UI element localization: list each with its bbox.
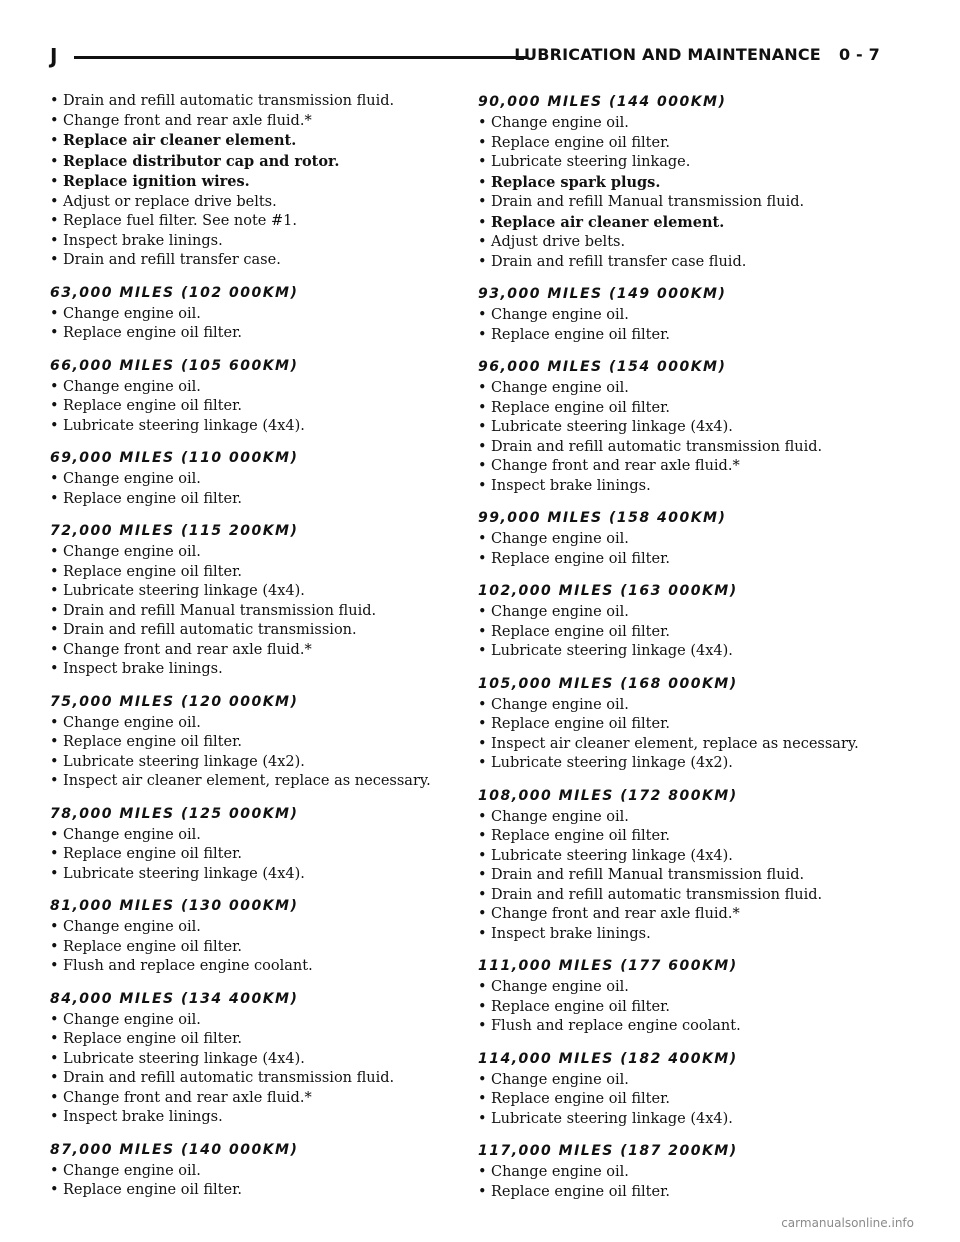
bullet-icon: • xyxy=(50,583,59,599)
list-item xyxy=(478,550,898,570)
bullet-icon: • xyxy=(50,622,59,638)
item-text: Drain and refill Manual transmission fluid. xyxy=(63,602,377,619)
bullet-icon: • xyxy=(50,1162,59,1179)
list-item xyxy=(478,213,898,234)
item-text: Replace engine oil filter. xyxy=(63,325,243,341)
item-text: Adjust or replace drive belts. xyxy=(63,193,277,210)
bullet-icon: • xyxy=(478,906,487,922)
bullet-icon: • xyxy=(50,1050,59,1067)
list-item xyxy=(478,114,898,134)
bullet-icon: • xyxy=(478,458,487,474)
bullet-icon: • xyxy=(478,867,487,883)
item-text: Replace engine oil filter. xyxy=(63,398,243,414)
maintenance-interval xyxy=(50,692,460,792)
list-item xyxy=(478,715,898,735)
bullet-icon: • xyxy=(50,753,59,770)
item-text: Change engine oil. xyxy=(63,378,201,395)
bullet-icon: • xyxy=(478,998,487,1015)
bullet-icon: • xyxy=(50,232,59,249)
item-text: Drain and refill automatic transmission. xyxy=(63,622,357,638)
watermark: carmanualsonline.info xyxy=(781,1216,914,1230)
list-item xyxy=(50,621,460,641)
bullet-icon: • xyxy=(50,417,59,434)
bullet-icon: • xyxy=(478,380,487,396)
item-text: Change engine oil. xyxy=(491,307,629,323)
item-text: Replace engine oil filter. xyxy=(491,399,671,416)
bullet-icon: • xyxy=(478,307,487,323)
maintenance-interval xyxy=(50,521,460,680)
bullet-icon: • xyxy=(50,602,59,619)
interval-heading: 108,000 MILES (172 800KM) xyxy=(478,787,738,804)
bullet-icon: • xyxy=(50,1109,59,1125)
header-rule xyxy=(74,56,528,59)
item-text: Lubricate steering linkage (4x4). xyxy=(491,1110,733,1127)
interval-heading: 84,000 MILES (134 400KM) xyxy=(50,990,299,1007)
interval-heading: 66,000 MILES (105 600KM) xyxy=(50,357,299,374)
list-item xyxy=(478,530,898,550)
item-text: Inspect brake linings. xyxy=(63,232,223,249)
item-text: Replace engine oil filter. xyxy=(491,623,671,640)
bullet-icon: • xyxy=(50,112,59,129)
maintenance-interval xyxy=(478,284,898,345)
bullet-icon: • xyxy=(50,1011,59,1028)
item-text: Change engine oil. xyxy=(491,604,629,620)
list-item xyxy=(50,1030,460,1050)
bullet-icon: • xyxy=(50,378,59,395)
maintenance-interval xyxy=(478,956,898,1037)
interval-heading: 117,000 MILES (187 200KM) xyxy=(478,1143,738,1159)
interval-heading: 69,000 MILES (110 000KM) xyxy=(50,450,299,466)
list-item xyxy=(50,1011,460,1031)
bullet-icon: • xyxy=(50,471,59,487)
list-item xyxy=(478,399,898,419)
list-item xyxy=(50,1050,460,1070)
list-item xyxy=(50,1069,460,1089)
item-text: Drain and refill Manual transmission fluid. xyxy=(491,867,805,883)
bullet-icon: • xyxy=(478,847,487,864)
maintenance-interval xyxy=(478,357,898,496)
item-text: Inspect brake linings. xyxy=(63,1109,223,1125)
item-text: Adjust drive belts. xyxy=(491,234,626,250)
item-text: Drain and refill automatic transmission fluid. xyxy=(63,1070,395,1086)
item-text: Change front and rear axle fluid.* xyxy=(63,641,312,658)
item-text: Drain and refill transfer case fluid. xyxy=(491,253,747,270)
list-item xyxy=(50,152,460,173)
maintenance-interval xyxy=(50,448,460,509)
item-text: Inspect air cleaner element, replace as necessary. xyxy=(491,735,859,752)
maintenance-interval xyxy=(50,804,460,885)
item-text: Replace engine oil filter. xyxy=(491,1091,671,1107)
item-text: Replace engine oil filter. xyxy=(63,490,243,507)
list-item xyxy=(478,866,898,886)
item-text: Replace fuel filter. See note #1. xyxy=(63,213,297,229)
maintenance-interval xyxy=(50,896,460,977)
list-item xyxy=(478,827,898,847)
bullet-icon: • xyxy=(478,716,487,732)
bullet-icon: • xyxy=(478,808,487,825)
list-item xyxy=(50,753,460,773)
item-text: Flush and replace engine coolant. xyxy=(63,958,313,974)
item-text: Replace air cleaner element. xyxy=(63,132,297,149)
item-text: Replace engine oil filter. xyxy=(491,998,671,1015)
bullet-icon: • xyxy=(50,213,59,229)
item-text: Replace engine oil filter. xyxy=(63,1031,243,1047)
list-item xyxy=(50,470,460,490)
item-text: Lubricate steering linkage (4x4). xyxy=(491,643,733,659)
list-item xyxy=(50,251,460,271)
maintenance-interval xyxy=(50,1140,460,1201)
page-header xyxy=(50,44,880,72)
bullet-icon: • xyxy=(478,154,487,170)
list-item xyxy=(478,754,898,774)
maintenance-interval xyxy=(50,283,460,344)
list-item xyxy=(478,1017,898,1037)
page-number: 0 - 7 xyxy=(838,45,880,64)
list-item xyxy=(50,845,460,865)
item-text: Change engine oil. xyxy=(491,696,629,713)
item-text: Replace air cleaner element. xyxy=(491,213,725,231)
item-text: Drain and refill automatic transmission fluid. xyxy=(63,93,395,109)
bullet-icon: • xyxy=(50,305,59,322)
bullet-icon: • xyxy=(50,325,59,341)
item-text: Replace engine oil filter. xyxy=(491,134,671,151)
item-text: Change engine oil. xyxy=(63,1162,201,1179)
bullet-icon: • xyxy=(478,1018,487,1034)
bullet-icon: • xyxy=(50,398,59,414)
item-text: Change engine oil. xyxy=(491,1071,629,1088)
list-item xyxy=(50,865,460,885)
interval-heading: 111,000 MILES (177 600KM) xyxy=(478,958,738,974)
interval-heading: 81,000 MILES (130 000KM) xyxy=(50,898,299,914)
bullet-icon: • xyxy=(50,1031,59,1047)
bullet-icon: • xyxy=(50,1089,59,1106)
bullet-icon: • xyxy=(478,1091,487,1107)
list-item xyxy=(50,112,460,132)
item-text: Lubricate steering linkage (4x4). xyxy=(63,865,305,882)
interval-heading: 99,000 MILES (158 400KM) xyxy=(478,510,727,526)
item-text: Change engine oil. xyxy=(491,115,629,131)
item-text: Inspect brake linings. xyxy=(491,925,651,942)
bullet-icon: • xyxy=(478,253,487,270)
item-text: Lubricate steering linkage (4x4). xyxy=(491,847,733,864)
bullet-icon: • xyxy=(50,958,59,974)
bullet-icon: • xyxy=(50,846,59,862)
list-item xyxy=(50,305,460,325)
item-text: Inspect air cleaner element, replace as necessary. xyxy=(63,773,431,789)
bullet-icon: • xyxy=(50,174,59,190)
item-text: Replace engine oil filter. xyxy=(491,550,671,567)
bullet-icon: • xyxy=(478,1183,487,1200)
bullet-icon: • xyxy=(50,641,59,658)
list-item xyxy=(50,232,460,252)
section-letter: J xyxy=(50,44,58,68)
item-text: Change engine oil. xyxy=(63,544,201,560)
item-text: Lubricate steering linkage (4x4). xyxy=(63,583,305,599)
item-text: Change front and rear axle fluid.* xyxy=(491,906,740,922)
bullet-icon: • xyxy=(478,696,487,713)
bullet-icon: • xyxy=(478,115,487,131)
maintenance-interval xyxy=(478,508,898,569)
item-text: Replace engine oil filter. xyxy=(491,828,671,844)
item-text: Lubricate steering linkage (4x4). xyxy=(63,417,305,434)
header-title: LUBRICATION AND MAINTENANCE xyxy=(514,45,821,64)
bullet-icon: • xyxy=(478,1071,487,1088)
list-item xyxy=(50,92,460,112)
item-text: Change front and rear axle fluid.* xyxy=(63,112,312,129)
list-item xyxy=(478,1110,898,1130)
interval-heading: 75,000 MILES (120 000KM) xyxy=(50,693,299,710)
bullet-icon: • xyxy=(478,623,487,640)
interval-heading: 102,000 MILES (163 000KM) xyxy=(478,583,738,599)
item-text: Change engine oil. xyxy=(63,714,201,731)
interval-heading: 114,000 MILES (182 400KM) xyxy=(478,1050,738,1067)
bullet-icon: • xyxy=(478,214,487,231)
list-item xyxy=(478,998,898,1018)
item-text: Lubricate steering linkage. xyxy=(491,154,691,170)
list-item xyxy=(50,193,460,213)
list-item xyxy=(478,978,898,998)
item-text: Change engine oil. xyxy=(63,919,201,935)
bullet-icon: • xyxy=(478,604,487,620)
bullet-icon: • xyxy=(478,326,487,343)
bullet-icon: • xyxy=(478,925,487,942)
list-item xyxy=(478,905,898,925)
item-text: Replace engine oil filter. xyxy=(63,846,243,862)
bullet-icon: • xyxy=(50,714,59,731)
item-text: Replace engine oil filter. xyxy=(491,716,671,732)
bullet-icon: • xyxy=(50,193,59,210)
item-text: Replace engine oil filter. xyxy=(63,938,243,955)
bullet-icon: • xyxy=(50,938,59,955)
item-text: Change front and rear axle fluid.* xyxy=(491,458,740,474)
bullet-icon: • xyxy=(50,1182,59,1198)
item-text: Lubricate steering linkage (4x2). xyxy=(491,755,733,771)
bullet-icon: • xyxy=(50,919,59,935)
list-item xyxy=(478,696,898,716)
bullet-icon: • xyxy=(50,1070,59,1086)
list-item xyxy=(50,772,460,792)
list-item xyxy=(478,173,898,194)
item-text: Inspect brake linings. xyxy=(491,477,651,494)
maintenance-interval xyxy=(478,1049,898,1130)
item-text: Change engine oil. xyxy=(63,1011,201,1028)
item-text: Change engine oil. xyxy=(63,305,201,322)
bullet-icon: • xyxy=(478,735,487,752)
bullet-icon: • xyxy=(478,1110,487,1127)
maintenance-interval xyxy=(50,989,460,1128)
interval-heading: 87,000 MILES (140 000KM) xyxy=(50,1141,299,1158)
list-item xyxy=(50,957,460,977)
bullet-icon: • xyxy=(478,438,487,455)
list-item xyxy=(50,417,460,437)
item-text: Replace engine oil filter. xyxy=(63,1182,243,1198)
list-item xyxy=(50,1089,460,1109)
header-title-group xyxy=(514,45,880,64)
list-item xyxy=(50,938,460,958)
interval-heading: 90,000 MILES (144 000KM) xyxy=(478,94,727,110)
item-text: Change engine oil. xyxy=(63,471,201,487)
list-item xyxy=(478,326,898,346)
bullet-icon: • xyxy=(50,133,59,149)
item-text: Change engine oil. xyxy=(491,808,629,825)
left-column xyxy=(50,92,460,1213)
list-item xyxy=(478,253,898,273)
list-item xyxy=(478,379,898,399)
bullet-icon: • xyxy=(50,544,59,560)
item-text: Inspect brake linings. xyxy=(63,661,223,677)
maintenance-interval xyxy=(50,92,460,271)
list-item xyxy=(478,735,898,755)
list-item xyxy=(50,641,460,661)
item-text: Change engine oil. xyxy=(491,979,629,995)
bullet-icon: • xyxy=(50,734,59,750)
item-text: Replace engine oil filter. xyxy=(491,1183,671,1200)
list-item xyxy=(50,1108,460,1128)
list-item xyxy=(478,1163,898,1183)
bullet-icon: • xyxy=(478,174,487,191)
list-item xyxy=(478,1090,898,1110)
item-text: Replace spark plugs. xyxy=(491,173,661,191)
maintenance-interval xyxy=(478,786,898,945)
bullet-icon: • xyxy=(478,194,487,210)
item-text: Replace distributor cap and rotor. xyxy=(63,152,340,170)
list-item xyxy=(478,193,898,213)
bullet-icon: • xyxy=(50,93,59,109)
list-item xyxy=(478,1183,898,1203)
list-item xyxy=(478,134,898,154)
maintenance-interval xyxy=(478,581,898,662)
list-item xyxy=(478,477,898,497)
item-text: Replace engine oil filter. xyxy=(63,563,243,580)
interval-heading: 78,000 MILES (125 000KM) xyxy=(50,805,299,822)
bullet-icon: • xyxy=(478,979,487,995)
bullet-icon: • xyxy=(50,826,59,843)
interval-heading: 93,000 MILES (149 000KM) xyxy=(478,286,727,302)
item-text: Flush and replace engine coolant. xyxy=(491,1018,741,1034)
bullet-icon: • xyxy=(50,153,59,170)
list-item xyxy=(50,397,460,417)
item-text: Change front and rear axle fluid.* xyxy=(63,1089,312,1106)
item-text: Drain and refill automatic transmission fluid. xyxy=(491,438,823,455)
list-item xyxy=(478,1071,898,1091)
bullet-icon: • xyxy=(478,828,487,844)
list-item xyxy=(50,172,460,193)
maintenance-interval xyxy=(50,356,460,437)
list-item xyxy=(478,886,898,906)
bullet-icon: • xyxy=(478,399,487,416)
item-text: Change engine oil. xyxy=(491,531,629,547)
item-text: Lubricate steering linkage (4x2). xyxy=(63,753,305,770)
list-item xyxy=(50,543,460,563)
item-text: Replace engine oil filter. xyxy=(63,734,243,750)
list-item xyxy=(50,582,460,602)
list-item xyxy=(478,925,898,945)
list-item xyxy=(50,918,460,938)
list-item xyxy=(478,847,898,867)
item-text: Lubricate steering linkage (4x4). xyxy=(63,1050,305,1067)
bullet-icon: • xyxy=(478,643,487,659)
list-item xyxy=(478,153,898,173)
item-text: Change engine oil. xyxy=(491,380,629,396)
maintenance-interval xyxy=(478,674,898,774)
list-item xyxy=(478,808,898,828)
list-item xyxy=(50,131,460,152)
item-text: Replace engine oil filter. xyxy=(491,326,671,343)
list-item xyxy=(50,324,460,344)
item-text: Replace ignition wires. xyxy=(63,173,250,190)
list-item xyxy=(478,418,898,438)
bullet-icon: • xyxy=(478,419,487,435)
item-text: Drain and refill automatic transmission fluid. xyxy=(491,886,823,903)
list-item xyxy=(478,457,898,477)
list-item xyxy=(50,826,460,846)
list-item xyxy=(50,378,460,398)
list-item xyxy=(50,1162,460,1182)
bullet-icon: • xyxy=(478,134,487,151)
bullet-icon: • xyxy=(478,755,487,771)
item-text: Drain and refill transfer case. xyxy=(63,252,281,268)
list-item xyxy=(478,603,898,623)
item-text: Change engine oil. xyxy=(63,826,201,843)
list-item xyxy=(50,660,460,680)
bullet-icon: • xyxy=(50,490,59,507)
bullet-icon: • xyxy=(478,550,487,567)
list-item xyxy=(50,212,460,232)
bullet-icon: • xyxy=(478,234,487,250)
bullet-icon: • xyxy=(50,563,59,580)
bullet-icon: • xyxy=(50,252,59,268)
item-text: Drain and refill Manual transmission fluid. xyxy=(491,194,805,210)
bullet-icon: • xyxy=(478,886,487,903)
list-item xyxy=(50,714,460,734)
maintenance-interval xyxy=(478,1141,898,1202)
interval-heading: 96,000 MILES (154 000KM) xyxy=(478,359,727,375)
bullet-icon: • xyxy=(478,1164,487,1180)
bullet-icon: • xyxy=(478,531,487,547)
list-item xyxy=(478,642,898,662)
list-item xyxy=(50,733,460,753)
interval-heading: 105,000 MILES (168 000KM) xyxy=(478,675,738,692)
list-item xyxy=(478,623,898,643)
bullet-icon: • xyxy=(50,661,59,677)
bullet-icon: • xyxy=(478,477,487,494)
bullet-icon: • xyxy=(50,773,59,789)
list-item xyxy=(50,563,460,583)
interval-heading: 72,000 MILES (115 200KM) xyxy=(50,523,299,539)
interval-heading: 63,000 MILES (102 000KM) xyxy=(50,284,299,301)
list-item xyxy=(50,490,460,510)
maintenance-interval xyxy=(478,92,898,272)
item-text: Lubricate steering linkage (4x4). xyxy=(491,419,733,435)
bullet-icon: • xyxy=(50,865,59,882)
list-item xyxy=(478,438,898,458)
right-column xyxy=(478,92,898,1214)
list-item xyxy=(478,306,898,326)
list-item xyxy=(50,1181,460,1201)
item-text: Change engine oil. xyxy=(491,1164,629,1180)
list-item xyxy=(478,233,898,253)
list-item xyxy=(50,602,460,622)
